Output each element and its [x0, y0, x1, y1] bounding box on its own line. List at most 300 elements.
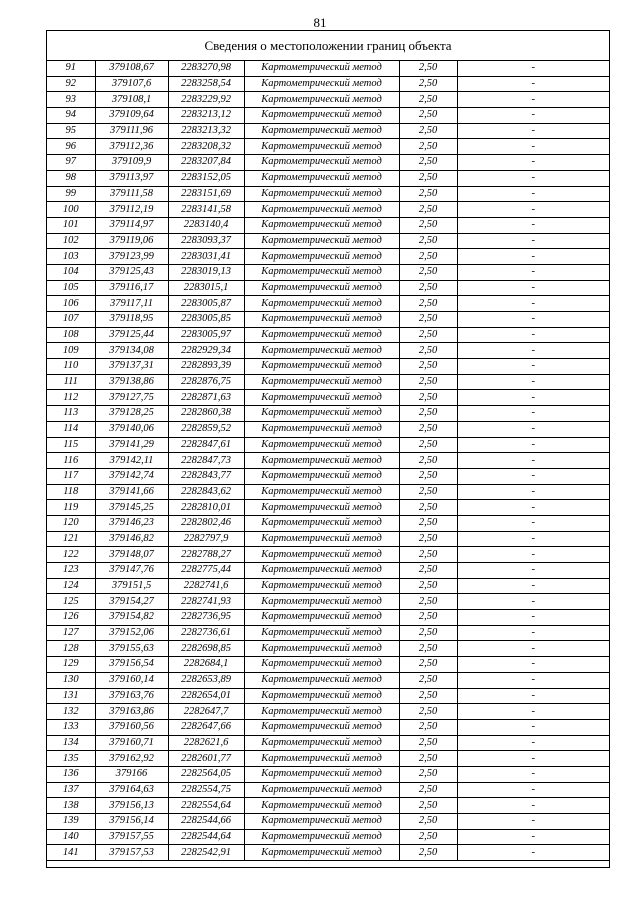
cell-point-number: 101: [47, 217, 95, 233]
cell-coord-y: 2283005,87: [168, 296, 244, 312]
cell-description: -: [457, 704, 609, 720]
table-row: [47, 719, 609, 735]
cell-coord-y: 2282843,62: [168, 484, 244, 500]
cell-coord-x: 379163,86: [95, 704, 168, 720]
cell-description: -: [457, 233, 609, 249]
cell-coord-y: 2282544,66: [168, 814, 244, 830]
cell-coord-x: 379157,53: [95, 845, 168, 861]
cell-coord-x: 379145,25: [95, 500, 168, 516]
cell-precision: 2,50: [399, 170, 457, 186]
cell-description: -: [457, 108, 609, 124]
cell-description: -: [457, 751, 609, 767]
table-row: [47, 123, 609, 139]
cell-precision: 2,50: [399, 578, 457, 594]
cell-coord-x: 379109,64: [95, 108, 168, 124]
table-row: [47, 563, 609, 579]
cell-description: -: [457, 92, 609, 108]
table-row: [47, 312, 609, 328]
cell-method: Картометрический метод: [244, 531, 399, 547]
cell-coord-y: 2282564,05: [168, 766, 244, 782]
cell-method: Картометрический метод: [244, 735, 399, 751]
cell-coord-x: 379123,99: [95, 249, 168, 265]
cell-method: Картометрический метод: [244, 155, 399, 171]
cell-coord-y: 2282647,7: [168, 704, 244, 720]
cell-precision: 2,50: [399, 641, 457, 657]
cell-coord-y: 2282554,75: [168, 782, 244, 798]
cell-coord-y: 2283031,41: [168, 249, 244, 265]
cell-coord-x: 379134,08: [95, 343, 168, 359]
cell-precision: 2,50: [399, 264, 457, 280]
table-row: [47, 217, 609, 233]
cell-precision: 2,50: [399, 327, 457, 343]
cell-precision: 2,50: [399, 61, 457, 76]
cell-method: Картометрический метод: [244, 421, 399, 437]
cell-precision: 2,50: [399, 719, 457, 735]
table-row: [47, 657, 609, 673]
table-row: [47, 296, 609, 312]
table-row: [47, 249, 609, 265]
cell-coord-y: 2282741,93: [168, 594, 244, 610]
cell-precision: 2,50: [399, 374, 457, 390]
cell-coord-y: 2283015,1: [168, 280, 244, 296]
cell-coord-y: 2283213,32: [168, 123, 244, 139]
cell-description: -: [457, 657, 609, 673]
cell-description: -: [457, 343, 609, 359]
cell-method: Картометрический метод: [244, 76, 399, 92]
cell-precision: 2,50: [399, 217, 457, 233]
cell-coord-x: 379111,58: [95, 186, 168, 202]
table-row: [47, 359, 609, 375]
cell-point-number: 99: [47, 186, 95, 202]
cell-description: -: [457, 390, 609, 406]
cell-description: -: [457, 76, 609, 92]
cell-point-number: 117: [47, 468, 95, 484]
cell-point-number: 92: [47, 76, 95, 92]
cell-method: Картометрический метод: [244, 343, 399, 359]
cell-description: -: [457, 374, 609, 390]
cell-method: Картометрический метод: [244, 798, 399, 814]
cell-coord-y: 2282741,6: [168, 578, 244, 594]
cell-precision: 2,50: [399, 390, 457, 406]
table-row: [47, 233, 609, 249]
cell-point-number: 124: [47, 578, 95, 594]
cell-point-number: 98: [47, 170, 95, 186]
cell-method: Картометрический метод: [244, 766, 399, 782]
cell-method: Картометрический метод: [244, 688, 399, 704]
cell-method: Картометрический метод: [244, 814, 399, 830]
cell-method: Картометрический метод: [244, 359, 399, 375]
cell-description: -: [457, 61, 609, 76]
cell-description: -: [457, 610, 609, 626]
cell-precision: 2,50: [399, 798, 457, 814]
cell-coord-y: 2282810,01: [168, 500, 244, 516]
cell-point-number: 136: [47, 766, 95, 782]
cell-point-number: 130: [47, 672, 95, 688]
table-row: [47, 421, 609, 437]
cell-point-number: 111: [47, 374, 95, 390]
table-row: [47, 139, 609, 155]
cell-description: -: [457, 547, 609, 563]
cell-coord-y: 2282653,89: [168, 672, 244, 688]
cell-precision: 2,50: [399, 186, 457, 202]
cell-point-number: 94: [47, 108, 95, 124]
cell-precision: 2,50: [399, 751, 457, 767]
cell-point-number: 105: [47, 280, 95, 296]
cell-coord-x: 379142,11: [95, 453, 168, 469]
cell-description: -: [457, 312, 609, 328]
cell-description: -: [457, 359, 609, 375]
cell-precision: 2,50: [399, 453, 457, 469]
cell-precision: 2,50: [399, 610, 457, 626]
table-row: [47, 751, 609, 767]
cell-precision: 2,50: [399, 704, 457, 720]
cell-coord-y: 2283141,58: [168, 202, 244, 218]
cell-method: Картометрический метод: [244, 515, 399, 531]
cell-point-number: 137: [47, 782, 95, 798]
cell-coord-y: 2282847,73: [168, 453, 244, 469]
cell-point-number: 106: [47, 296, 95, 312]
table-row: [47, 453, 609, 469]
cell-point-number: 96: [47, 139, 95, 155]
cell-coord-y: 2282736,61: [168, 625, 244, 641]
cell-coord-y: 2283152,05: [168, 170, 244, 186]
cell-precision: 2,50: [399, 531, 457, 547]
cell-point-number: 114: [47, 421, 95, 437]
cell-coord-y: 2282847,61: [168, 437, 244, 453]
cell-precision: 2,50: [399, 202, 457, 218]
table-row: [47, 327, 609, 343]
cell-coord-y: 2282654,01: [168, 688, 244, 704]
cell-coord-x: 379112,36: [95, 139, 168, 155]
cell-point-number: 132: [47, 704, 95, 720]
cell-coord-x: 379141,66: [95, 484, 168, 500]
cell-point-number: 109: [47, 343, 95, 359]
table-row: [47, 735, 609, 751]
cell-precision: 2,50: [399, 500, 457, 516]
cell-coord-x: 379148,07: [95, 547, 168, 563]
cell-coord-y: 2283093,37: [168, 233, 244, 249]
cell-coord-y: 2282876,75: [168, 374, 244, 390]
cell-description: -: [457, 500, 609, 516]
cell-description: -: [457, 139, 609, 155]
cell-point-number: 119: [47, 500, 95, 516]
table-row: [47, 92, 609, 108]
cell-precision: 2,50: [399, 76, 457, 92]
cell-description: -: [457, 296, 609, 312]
cell-coord-y: 2283019,13: [168, 264, 244, 280]
cell-coord-x: 379157,55: [95, 829, 168, 845]
cell-method: Картометрический метод: [244, 233, 399, 249]
cell-precision: 2,50: [399, 829, 457, 845]
cell-coord-x: 379140,06: [95, 421, 168, 437]
table-row: [47, 594, 609, 610]
cell-coord-x: 379125,44: [95, 327, 168, 343]
cell-method: Картометрический метод: [244, 704, 399, 720]
cell-point-number: 93: [47, 92, 95, 108]
cell-method: Картометрический метод: [244, 374, 399, 390]
cell-coord-y: 2282554,64: [168, 798, 244, 814]
cell-coord-x: 379107,6: [95, 76, 168, 92]
cell-precision: 2,50: [399, 92, 457, 108]
cell-description: -: [457, 735, 609, 751]
table-row: [47, 343, 609, 359]
cell-precision: 2,50: [399, 406, 457, 422]
cell-coord-x: 379118,95: [95, 312, 168, 328]
cell-method: Картометрический метод: [244, 217, 399, 233]
table-row: [47, 641, 609, 657]
cell-precision: 2,50: [399, 845, 457, 861]
cell-precision: 2,50: [399, 108, 457, 124]
cell-description: -: [457, 406, 609, 422]
cell-precision: 2,50: [399, 123, 457, 139]
cell-point-number: 115: [47, 437, 95, 453]
cell-precision: 2,50: [399, 249, 457, 265]
cell-coord-y: 2283005,85: [168, 312, 244, 328]
cell-point-number: 97: [47, 155, 95, 171]
cell-point-number: 108: [47, 327, 95, 343]
cell-method: Картометрический метод: [244, 468, 399, 484]
cell-coord-x: 379146,23: [95, 515, 168, 531]
cell-coord-x: 379113,97: [95, 170, 168, 186]
cell-description: -: [457, 641, 609, 657]
cell-coord-x: 379154,82: [95, 610, 168, 626]
cell-method: Картометрический метод: [244, 594, 399, 610]
cell-description: -: [457, 170, 609, 186]
cell-method: Картометрический метод: [244, 453, 399, 469]
cell-coord-y: 2283151,69: [168, 186, 244, 202]
table-row: [47, 202, 609, 218]
cell-point-number: 125: [47, 594, 95, 610]
cell-point-number: 131: [47, 688, 95, 704]
cell-coord-y: 2283229,92: [168, 92, 244, 108]
cell-description: -: [457, 453, 609, 469]
cell-description: -: [457, 264, 609, 280]
cell-coord-y: 2282802,46: [168, 515, 244, 531]
table-title: Сведения о местоположении границ объекта: [47, 31, 609, 61]
cell-coord-y: 2282860,38: [168, 406, 244, 422]
cell-coord-x: 379138,86: [95, 374, 168, 390]
cell-coord-x: 379164,63: [95, 782, 168, 798]
cell-point-number: 139: [47, 814, 95, 830]
cell-precision: 2,50: [399, 782, 457, 798]
cell-precision: 2,50: [399, 814, 457, 830]
cell-point-number: 112: [47, 390, 95, 406]
cell-precision: 2,50: [399, 672, 457, 688]
table-row: [47, 531, 609, 547]
cell-method: Картометрический метод: [244, 202, 399, 218]
cell-coord-y: 2282797,9: [168, 531, 244, 547]
table-row: [47, 625, 609, 641]
cell-description: -: [457, 578, 609, 594]
cell-coord-x: 379108,67: [95, 61, 168, 76]
cell-point-number: 129: [47, 657, 95, 673]
table-row: [47, 390, 609, 406]
cell-point-number: 121: [47, 531, 95, 547]
cell-method: Картометрический метод: [244, 123, 399, 139]
cell-point-number: 107: [47, 312, 95, 328]
cell-method: Картометрический метод: [244, 108, 399, 124]
cell-precision: 2,50: [399, 688, 457, 704]
cell-precision: 2,50: [399, 563, 457, 579]
cell-coord-x: 379125,43: [95, 264, 168, 280]
cell-method: Картометрический метод: [244, 264, 399, 280]
cell-description: -: [457, 468, 609, 484]
table-row: [47, 484, 609, 500]
cell-coord-x: 379151,5: [95, 578, 168, 594]
cell-coord-y: 2282684,1: [168, 657, 244, 673]
cell-precision: 2,50: [399, 594, 457, 610]
cell-point-number: 122: [47, 547, 95, 563]
table-row: [47, 108, 609, 124]
cell-coord-x: 379127,75: [95, 390, 168, 406]
cell-coord-x: 379156,14: [95, 814, 168, 830]
cell-coord-y: 2282929,34: [168, 343, 244, 359]
cell-coord-y: 2282647,66: [168, 719, 244, 735]
cell-description: -: [457, 202, 609, 218]
cell-point-number: 116: [47, 453, 95, 469]
table-row: [47, 704, 609, 720]
cell-point-number: 102: [47, 233, 95, 249]
cell-point-number: 118: [47, 484, 95, 500]
cell-description: -: [457, 155, 609, 171]
cell-method: Картометрический метод: [244, 829, 399, 845]
cell-description: -: [457, 327, 609, 343]
table-row: [47, 155, 609, 171]
cell-coord-x: 379108,1: [95, 92, 168, 108]
cell-coord-y: 2282621,6: [168, 735, 244, 751]
cell-point-number: 100: [47, 202, 95, 218]
cell-method: Картометрический метод: [244, 249, 399, 265]
cell-coord-x: 379119,06: [95, 233, 168, 249]
cell-coord-y: 2283213,12: [168, 108, 244, 124]
cell-method: Картометрический метод: [244, 657, 399, 673]
cell-coord-x: 379156,13: [95, 798, 168, 814]
cell-description: -: [457, 845, 609, 861]
table-row: [47, 406, 609, 422]
cell-precision: 2,50: [399, 484, 457, 500]
cell-coord-y: 2282843,77: [168, 468, 244, 484]
cell-precision: 2,50: [399, 625, 457, 641]
cell-method: Картометрический метод: [244, 327, 399, 343]
cell-description: -: [457, 563, 609, 579]
cell-coord-x: 379156,54: [95, 657, 168, 673]
cell-method: Картометрический метод: [244, 845, 399, 861]
cell-description: -: [457, 814, 609, 830]
cell-coord-x: 379128,25: [95, 406, 168, 422]
table-row: [47, 264, 609, 280]
table-row: [47, 61, 609, 76]
cell-coord-y: 2283270,98: [168, 61, 244, 76]
table-row: [47, 782, 609, 798]
cell-coord-y: 2282871,63: [168, 390, 244, 406]
cell-coord-x: 379155,63: [95, 641, 168, 657]
cell-coord-x: 379142,74: [95, 468, 168, 484]
page-number: 81: [313, 15, 327, 30]
cell-point-number: 127: [47, 625, 95, 641]
cell-point-number: 113: [47, 406, 95, 422]
table-row: [47, 280, 609, 296]
cell-description: -: [457, 719, 609, 735]
cell-precision: 2,50: [399, 359, 457, 375]
cell-point-number: 126: [47, 610, 95, 626]
cell-coord-x: 379160,71: [95, 735, 168, 751]
cell-description: -: [457, 672, 609, 688]
cell-method: Картометрический метод: [244, 563, 399, 579]
cell-coord-x: 379112,19: [95, 202, 168, 218]
cell-description: -: [457, 217, 609, 233]
cell-precision: 2,50: [399, 421, 457, 437]
cell-precision: 2,50: [399, 139, 457, 155]
cell-point-number: 135: [47, 751, 95, 767]
boundary-points-table: [47, 61, 609, 861]
cell-point-number: 141: [47, 845, 95, 861]
cell-point-number: 95: [47, 123, 95, 139]
table-row: [47, 437, 609, 453]
table-row: [47, 186, 609, 202]
cell-method: Картометрический метод: [244, 92, 399, 108]
cell-coord-y: 2283005,97: [168, 327, 244, 343]
cell-coord-y: 2283207,84: [168, 155, 244, 171]
cell-coord-x: 379147,76: [95, 563, 168, 579]
cell-coord-y: 2282893,39: [168, 359, 244, 375]
table-row: [47, 170, 609, 186]
table-row: [47, 76, 609, 92]
cell-coord-y: 2282698,85: [168, 641, 244, 657]
cell-coord-x: 379162,92: [95, 751, 168, 767]
boundary-info-table-frame: [46, 30, 610, 868]
cell-coord-y: 2283258,54: [168, 76, 244, 92]
cell-coord-x: 379109,9: [95, 155, 168, 171]
table-row: [47, 814, 609, 830]
cell-point-number: 120: [47, 515, 95, 531]
cell-method: Картометрический метод: [244, 170, 399, 186]
cell-point-number: 138: [47, 798, 95, 814]
table-row: [47, 766, 609, 782]
cell-coord-x: 379160,14: [95, 672, 168, 688]
cell-precision: 2,50: [399, 233, 457, 249]
cell-description: -: [457, 249, 609, 265]
cell-coord-y: 2282542,91: [168, 845, 244, 861]
cell-description: -: [457, 766, 609, 782]
cell-coord-y: 2282736,95: [168, 610, 244, 626]
cell-coord-x: 379152,06: [95, 625, 168, 641]
cell-coord-x: 379154,27: [95, 594, 168, 610]
cell-method: Картометрический метод: [244, 406, 399, 422]
cell-description: -: [457, 437, 609, 453]
cell-point-number: 91: [47, 61, 95, 76]
cell-coord-x: 379114,97: [95, 217, 168, 233]
cell-method: Картометрический метод: [244, 186, 399, 202]
cell-coord-y: 2282859,52: [168, 421, 244, 437]
cell-method: Картометрический метод: [244, 641, 399, 657]
cell-method: Картометрический метод: [244, 672, 399, 688]
cell-method: Картометрический метод: [244, 139, 399, 155]
table-row: [47, 547, 609, 563]
cell-description: -: [457, 594, 609, 610]
cell-precision: 2,50: [399, 468, 457, 484]
cell-precision: 2,50: [399, 735, 457, 751]
cell-precision: 2,50: [399, 155, 457, 171]
cell-method: Картометрический метод: [244, 390, 399, 406]
cell-coord-x: 379116,17: [95, 280, 168, 296]
cell-coord-x: 379166: [95, 766, 168, 782]
cell-description: -: [457, 688, 609, 704]
cell-point-number: 123: [47, 563, 95, 579]
cell-description: -: [457, 280, 609, 296]
cell-coord-y: 2282775,44: [168, 563, 244, 579]
cell-method: Картометрический метод: [244, 547, 399, 563]
table-row: [47, 798, 609, 814]
